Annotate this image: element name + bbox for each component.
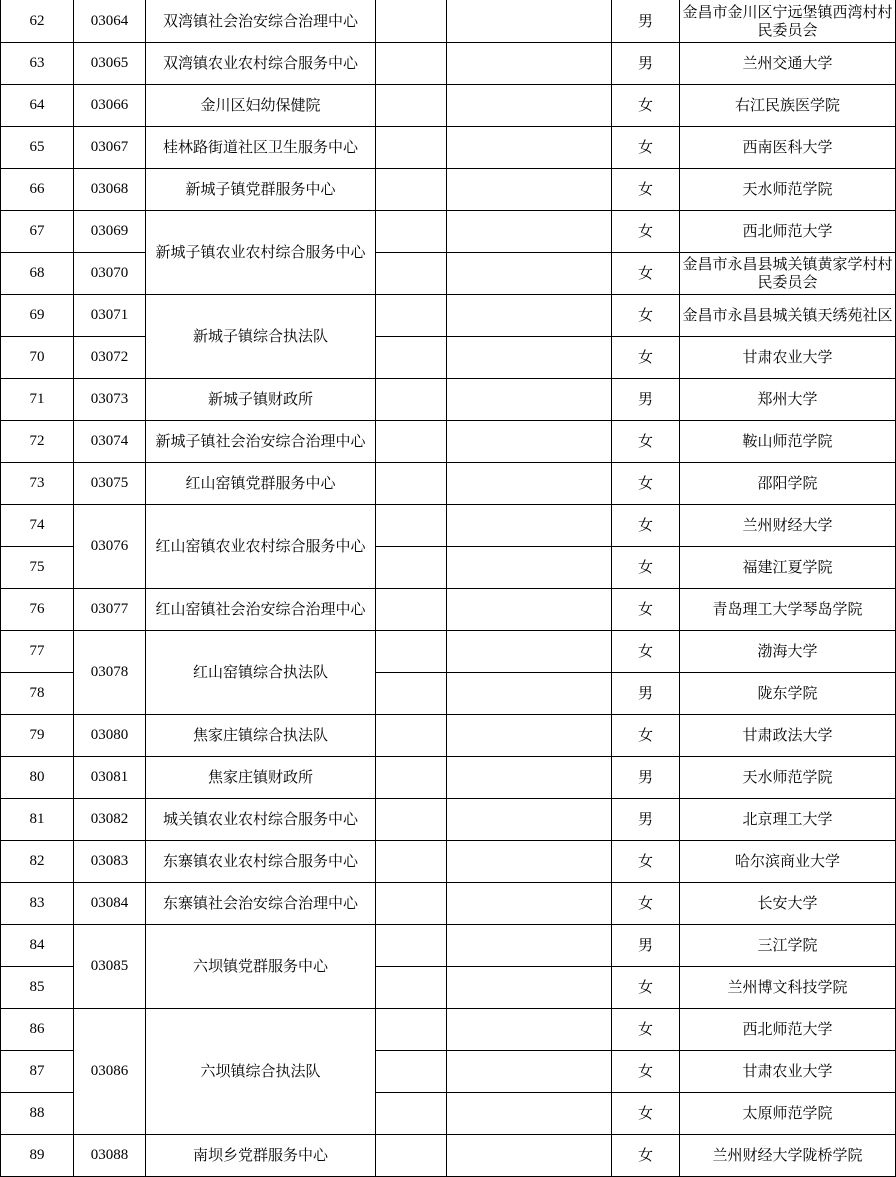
school-or-employer: 右江民族医学院	[680, 84, 896, 126]
row-number: 80	[1, 756, 74, 798]
empty-cell-b	[447, 420, 612, 462]
gender: 女	[612, 1134, 680, 1176]
school-or-employer: 郑州大学	[680, 378, 896, 420]
empty-cell-a	[376, 672, 447, 714]
row-number: 64	[1, 84, 74, 126]
empty-cell-b	[447, 462, 612, 504]
school-or-employer: 兰州财经大学陇桥学院	[680, 1134, 896, 1176]
row-number: 79	[1, 714, 74, 756]
unit-name: 东寨镇农业农村综合服务中心	[146, 840, 376, 882]
gender: 女	[612, 84, 680, 126]
unit-name: 新城子镇社会治安综合治理中心	[146, 420, 376, 462]
table-row	[1, 1008, 896, 1050]
row-number: 74	[1, 504, 74, 546]
school-or-employer: 福建江夏学院	[680, 546, 896, 588]
position-code: 03068	[74, 168, 146, 210]
school-or-employer: 太原师范学院	[680, 1092, 896, 1134]
school-or-employer: 青岛理工大学琴岛学院	[680, 588, 896, 630]
unit-name: 东寨镇社会治安综合治理中心	[146, 882, 376, 924]
table-row	[1, 168, 896, 210]
gender: 女	[612, 840, 680, 882]
empty-cell-a	[376, 714, 447, 756]
empty-cell-b	[447, 1092, 612, 1134]
empty-cell-b	[447, 378, 612, 420]
empty-cell-b	[447, 1008, 612, 1050]
gender: 男	[612, 0, 680, 42]
school-or-employer: 兰州财经大学	[680, 504, 896, 546]
empty-cell-a	[376, 798, 447, 840]
gender: 男	[612, 798, 680, 840]
gender: 女	[612, 168, 680, 210]
empty-cell-b	[447, 252, 612, 294]
unit-name: 桂林路街道社区卫生服务中心	[146, 126, 376, 168]
table-row	[1, 462, 896, 504]
position-code: 03078	[74, 630, 146, 714]
table-row	[1, 840, 896, 882]
empty-cell-b	[447, 966, 612, 1008]
school-or-employer: 北京理工大学	[680, 798, 896, 840]
row-number: 70	[1, 336, 74, 378]
gender: 男	[612, 42, 680, 84]
unit-name: 双湾镇农业农村综合服务中心	[146, 42, 376, 84]
table-row	[1, 504, 896, 546]
row-number: 75	[1, 546, 74, 588]
row-number: 83	[1, 882, 74, 924]
empty-cell-a	[376, 84, 447, 126]
position-code: 03071	[74, 294, 146, 336]
unit-name: 红山窑镇党群服务中心	[146, 462, 376, 504]
position-code: 03081	[74, 756, 146, 798]
row-number: 71	[1, 378, 74, 420]
empty-cell-a	[376, 0, 447, 42]
empty-cell-a	[376, 588, 447, 630]
gender: 女	[612, 1050, 680, 1092]
gender: 女	[612, 420, 680, 462]
empty-cell-a	[376, 966, 447, 1008]
empty-cell-a	[376, 252, 447, 294]
row-number: 88	[1, 1092, 74, 1134]
empty-cell-b	[447, 504, 612, 546]
row-number: 78	[1, 672, 74, 714]
empty-cell-b	[447, 336, 612, 378]
unit-name: 焦家庄镇财政所	[146, 756, 376, 798]
unit-name: 新城子镇综合执法队	[146, 294, 376, 378]
unit-name: 金川区妇幼保健院	[146, 84, 376, 126]
empty-cell-a	[376, 210, 447, 252]
row-number: 63	[1, 42, 74, 84]
position-code: 03080	[74, 714, 146, 756]
row-number: 84	[1, 924, 74, 966]
unit-name: 焦家庄镇综合执法队	[146, 714, 376, 756]
unit-name: 新城子镇财政所	[146, 378, 376, 420]
row-number: 89	[1, 1134, 74, 1176]
table-row	[1, 42, 896, 84]
gender: 男	[612, 378, 680, 420]
unit-name: 红山窑镇社会治安综合治理中心	[146, 588, 376, 630]
table-row	[1, 924, 896, 966]
position-code: 03065	[74, 42, 146, 84]
school-or-employer: 渤海大学	[680, 630, 896, 672]
empty-cell-b	[447, 1134, 612, 1176]
empty-cell-b	[447, 126, 612, 168]
empty-cell-a	[376, 630, 447, 672]
gender: 女	[612, 336, 680, 378]
gender: 男	[612, 924, 680, 966]
gender: 女	[612, 126, 680, 168]
position-code: 03067	[74, 126, 146, 168]
empty-cell-a	[376, 294, 447, 336]
table-row	[1, 126, 896, 168]
table-row	[1, 714, 896, 756]
table-row	[1, 882, 896, 924]
empty-cell-b	[447, 0, 612, 42]
gender: 女	[612, 462, 680, 504]
empty-cell-a	[376, 1050, 447, 1092]
empty-cell-b	[447, 294, 612, 336]
empty-cell-a	[376, 546, 447, 588]
school-or-employer: 天水师范学院	[680, 756, 896, 798]
unit-name: 南坝乡党群服务中心	[146, 1134, 376, 1176]
empty-cell-b	[447, 210, 612, 252]
school-or-employer: 兰州博文科技学院	[680, 966, 896, 1008]
school-or-employer: 陇东学院	[680, 672, 896, 714]
position-code: 03069	[74, 210, 146, 252]
position-code: 03072	[74, 336, 146, 378]
unit-name: 红山窑镇综合执法队	[146, 630, 376, 714]
gender: 女	[612, 1092, 680, 1134]
row-number: 67	[1, 210, 74, 252]
empty-cell-a	[376, 168, 447, 210]
row-number: 73	[1, 462, 74, 504]
school-or-employer: 哈尔滨商业大学	[680, 840, 896, 882]
gender: 女	[612, 210, 680, 252]
school-or-employer: 甘肃政法大学	[680, 714, 896, 756]
table-row	[1, 1134, 896, 1176]
row-number: 66	[1, 168, 74, 210]
gender: 男	[612, 672, 680, 714]
empty-cell-a	[376, 420, 447, 462]
table-row	[1, 420, 896, 462]
row-number: 69	[1, 294, 74, 336]
row-number: 85	[1, 966, 74, 1008]
gender: 女	[612, 630, 680, 672]
empty-cell-b	[447, 546, 612, 588]
empty-cell-b	[447, 840, 612, 882]
row-number: 72	[1, 420, 74, 462]
position-code: 03084	[74, 882, 146, 924]
position-code: 03066	[74, 84, 146, 126]
position-code: 03082	[74, 798, 146, 840]
position-code: 03083	[74, 840, 146, 882]
table-row	[1, 210, 896, 252]
school-or-employer: 甘肃农业大学	[680, 1050, 896, 1092]
empty-cell-a	[376, 42, 447, 84]
empty-cell-a	[376, 378, 447, 420]
school-or-employer: 三江学院	[680, 924, 896, 966]
gender: 女	[612, 882, 680, 924]
table-row	[1, 252, 896, 294]
empty-cell-b	[447, 882, 612, 924]
empty-cell-b	[447, 924, 612, 966]
empty-cell-b	[447, 1050, 612, 1092]
school-or-employer: 金昌市永昌县城关镇天绣苑社区	[680, 294, 896, 336]
row-number: 86	[1, 1008, 74, 1050]
school-or-employer: 金昌市永昌县城关镇黄家学村村民委员会	[680, 252, 896, 294]
gender: 女	[612, 546, 680, 588]
school-or-employer: 兰州交通大学	[680, 42, 896, 84]
table-row	[1, 336, 896, 378]
table-row	[1, 0, 896, 42]
table-row	[1, 798, 896, 840]
gender: 女	[612, 252, 680, 294]
row-number: 81	[1, 798, 74, 840]
position-code: 03075	[74, 462, 146, 504]
gender: 女	[612, 1008, 680, 1050]
row-number: 77	[1, 630, 74, 672]
empty-cell-a	[376, 882, 447, 924]
school-or-employer: 邵阳学院	[680, 462, 896, 504]
row-number: 76	[1, 588, 74, 630]
empty-cell-b	[447, 42, 612, 84]
unit-name: 新城子镇党群服务中心	[146, 168, 376, 210]
school-or-employer: 甘肃农业大学	[680, 336, 896, 378]
position-code: 03073	[74, 378, 146, 420]
row-number: 62	[1, 0, 74, 42]
row-number: 82	[1, 840, 74, 882]
unit-name: 六坝镇党群服务中心	[146, 924, 376, 1008]
school-or-employer: 西南医科大学	[680, 126, 896, 168]
gender: 女	[612, 714, 680, 756]
unit-name: 红山窑镇农业农村综合服务中心	[146, 504, 376, 588]
position-code: 03064	[74, 0, 146, 42]
row-number: 65	[1, 126, 74, 168]
empty-cell-a	[376, 1092, 447, 1134]
empty-cell-b	[447, 588, 612, 630]
school-or-employer: 西北师范大学	[680, 1008, 896, 1050]
gender: 女	[612, 294, 680, 336]
position-code: 03085	[74, 924, 146, 1008]
position-code: 03077	[74, 588, 146, 630]
table-row	[1, 588, 896, 630]
school-or-employer: 西北师范大学	[680, 210, 896, 252]
school-or-employer: 鞍山师范学院	[680, 420, 896, 462]
empty-cell-a	[376, 462, 447, 504]
empty-cell-b	[447, 672, 612, 714]
unit-name: 六坝镇综合执法队	[146, 1008, 376, 1134]
unit-name: 双湾镇社会治安综合治理中心	[146, 0, 376, 42]
empty-cell-a	[376, 840, 447, 882]
gender: 女	[612, 588, 680, 630]
empty-cell-a	[376, 1134, 447, 1176]
position-code: 03086	[74, 1008, 146, 1134]
position-code: 03088	[74, 1134, 146, 1176]
row-number: 87	[1, 1050, 74, 1092]
empty-cell-b	[447, 798, 612, 840]
empty-cell-a	[376, 126, 447, 168]
gender: 女	[612, 504, 680, 546]
school-or-employer: 长安大学	[680, 882, 896, 924]
empty-cell-b	[447, 84, 612, 126]
empty-cell-a	[376, 504, 447, 546]
empty-cell-b	[447, 756, 612, 798]
empty-cell-b	[447, 714, 612, 756]
empty-cell-b	[447, 630, 612, 672]
table-row	[1, 630, 896, 672]
table-row	[1, 294, 896, 336]
school-or-employer: 天水师范学院	[680, 168, 896, 210]
table-row	[1, 378, 896, 420]
unit-name: 城关镇农业农村综合服务中心	[146, 798, 376, 840]
unit-name: 新城子镇农业农村综合服务中心	[146, 210, 376, 294]
empty-cell-b	[447, 168, 612, 210]
table-row	[1, 84, 896, 126]
empty-cell-a	[376, 336, 447, 378]
school-or-employer: 金昌市金川区宁远堡镇西湾村村民委员会	[680, 0, 896, 42]
empty-cell-a	[376, 924, 447, 966]
gender: 男	[612, 756, 680, 798]
position-code: 03074	[74, 420, 146, 462]
position-code: 03076	[74, 504, 146, 588]
position-code: 03070	[74, 252, 146, 294]
row-number: 68	[1, 252, 74, 294]
empty-cell-a	[376, 756, 447, 798]
table-row	[1, 756, 896, 798]
empty-cell-a	[376, 1008, 447, 1050]
gender: 女	[612, 966, 680, 1008]
